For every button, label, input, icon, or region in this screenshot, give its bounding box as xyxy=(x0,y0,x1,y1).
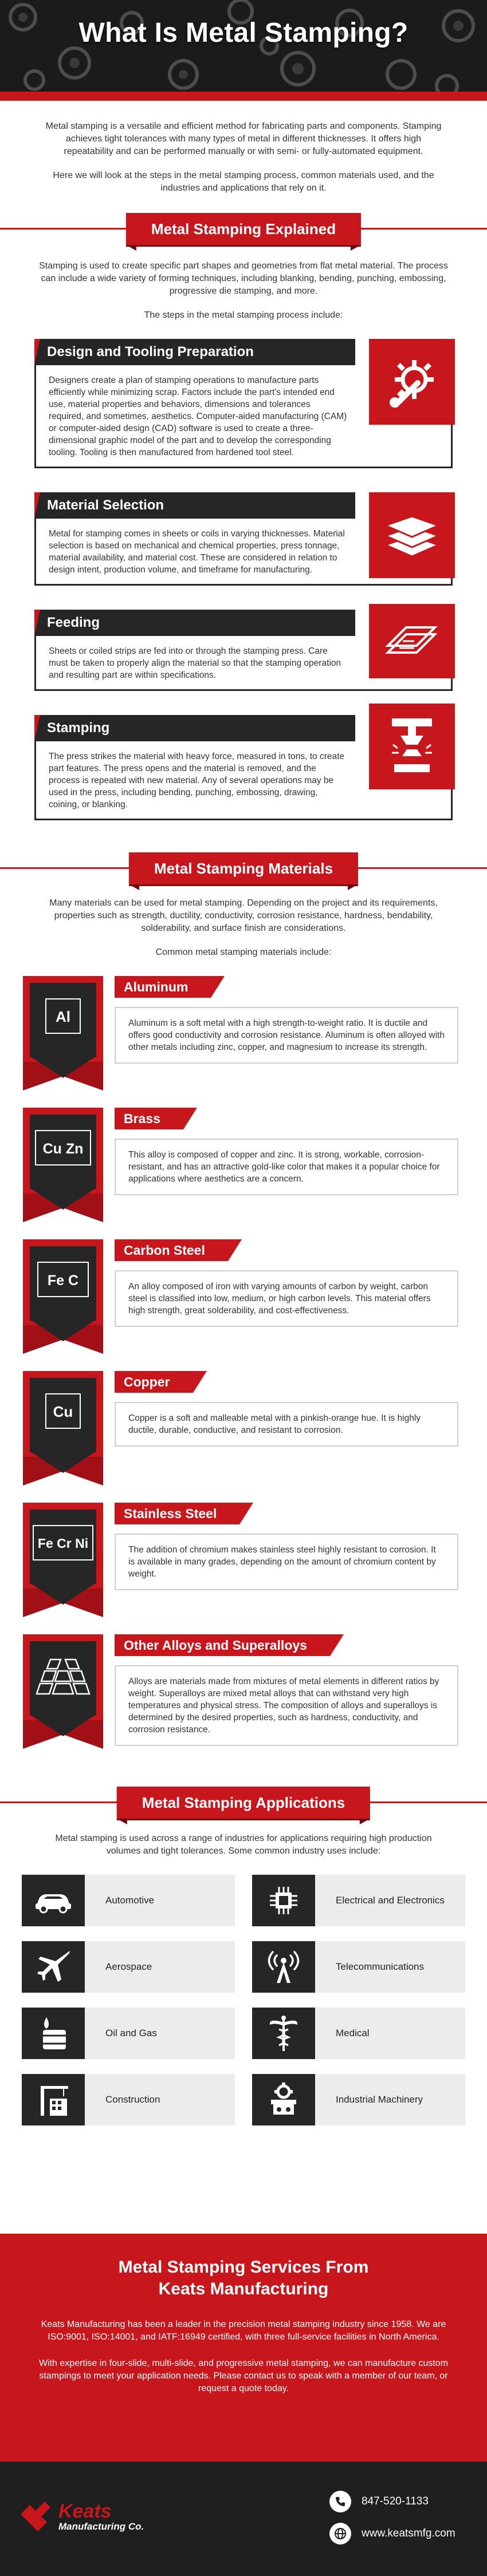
element-badge xyxy=(23,1503,103,1617)
step-title: Design and Tooling Preparation xyxy=(47,344,254,359)
material-text: Alloys are materials made from mixtures of metal elements in different ratios by weight. Superalloys are mixed metal alloys that can withstand very high temperatures and physical stress. The composition of alloys and superalloys is determined by the desired properties, such as hardness, conductivity, and corrosion resistance. xyxy=(115,1665,458,1746)
footer-paragraph: With expertise in four-slide, multi-slide, and progressive metal stamping, we can manufacture custom stampings to meet your application needs. Please contact us to speak with a member of our team, or request a quote today. xyxy=(38,2358,449,2393)
material-text: The addition of chromium makes stainless steel highly resistant to corrosion. It is available in many grades, depending on the amount of chromium content by weight. xyxy=(115,1534,458,1590)
element-symbol: Cu Zn xyxy=(42,1141,84,1157)
antenna-icon xyxy=(252,1941,315,1993)
material-text: This alloy is composed of copper and zinc. It is strong, workable, corrosion-resistant, and has an attractive gold-like color that makes it a popular choice for applications where aesthetics are a concern. xyxy=(115,1139,458,1195)
materials-text: Many materials can be used for metal stamping. Depending on the project and its requirements, properties such as strength, ductility, conductivity, corrosion resistance, hardness, bendability, solderability, and surface finish are considerations. xyxy=(49,898,438,933)
element-badge xyxy=(23,1634,103,1749)
application-item xyxy=(22,2008,235,2059)
element-symbol: Al xyxy=(56,1008,70,1025)
application-label: Electrical and Electronics xyxy=(336,1895,445,1906)
contact-website[interactable] xyxy=(329,2518,455,2550)
material-brass xyxy=(23,1108,458,1239)
application-label: Construction xyxy=(105,2094,160,2105)
press-icon xyxy=(369,704,455,789)
application-label: Oil and Gas xyxy=(105,2028,157,2038)
phone-icon xyxy=(329,2491,351,2512)
element-symbol: Fe Cr Ni xyxy=(37,1536,89,1551)
caduceus-icon xyxy=(252,2008,315,2059)
car-icon xyxy=(22,1875,85,1926)
material-title: Brass xyxy=(115,1108,183,1129)
element-badge xyxy=(23,1371,103,1485)
intro xyxy=(0,101,487,195)
application-label: Medical xyxy=(336,2028,370,2038)
step-title: Feeding xyxy=(47,615,100,630)
material-carbon-steel xyxy=(23,1239,458,1371)
application-item xyxy=(252,1875,465,1926)
section-banner-materials xyxy=(0,846,487,891)
header-accent-bar xyxy=(0,92,487,101)
section-title: Metal Stamping Explained xyxy=(126,213,361,245)
explained-text: Stamping is used to create specific part shapes and geometries from flat metal material. The process can include a wide variety of forming techniques, including blanking, bending, punching, embossing, progressive die stamping, and more. xyxy=(39,261,448,296)
section-banner-explained xyxy=(0,206,487,252)
material-title: Stainless Steel xyxy=(115,1503,239,1524)
contact-list xyxy=(329,2486,455,2550)
logo-name: Keats xyxy=(58,2500,112,2522)
footer-contact-bar xyxy=(0,2462,487,2576)
layers-icon xyxy=(369,492,455,578)
footer-paragraph: Keats Manufacturing has been a leader in the precision metal stamping industry since 1958. We are ISO:9001, ISO:14001, and IATF:16949 certified, with three full-service facilities in North America. xyxy=(41,2320,446,2342)
steps-intro: The steps in the metal stamping process include: xyxy=(144,310,343,320)
application-item xyxy=(252,2008,465,2059)
section-banner-applications xyxy=(0,1780,487,1826)
website-link[interactable]: www.keatsmfg.com xyxy=(362,2527,455,2539)
chip-icon xyxy=(252,1875,315,1926)
contact-phone[interactable] xyxy=(329,2486,455,2518)
keats-logo-mark xyxy=(18,2502,53,2532)
crane-icon xyxy=(22,2074,85,2125)
material-stainless-steel xyxy=(23,1503,458,1634)
gear-wrench-icon xyxy=(369,339,455,425)
application-item xyxy=(22,1941,235,1993)
logo-subtitle: Manufacturing Co. xyxy=(58,2521,144,2532)
element-badge xyxy=(23,1239,103,1354)
intro-paragraph: Metal stamping is a versatile and efficient method for fabricating parts and components. Stamping achieves tight tolerances with many types of metal in different thicknesses. It offers high repeatability and can be performed manually or with semi- or fully-automated equipment. xyxy=(45,121,442,156)
material-text: Copper is a soft and malleable metal with a pinkish-orange hue. It is highly ductile, durable, conductive, and resistant to corrosion. xyxy=(115,1402,458,1447)
globe-icon xyxy=(329,2523,351,2545)
element-badge xyxy=(23,976,103,1091)
step-text: Sheets or coiled strips are fed into or through the stamping press. Care must be taken to properly align the material so that the stamping operation and resulting part are within specifications. xyxy=(34,636,453,691)
step-design-tooling xyxy=(34,339,453,468)
hero-header xyxy=(0,0,487,92)
application-item xyxy=(22,1875,235,1926)
element-symbol: Fe C xyxy=(47,1273,79,1289)
material-title: Other Alloys and Superalloys xyxy=(115,1634,330,1656)
application-item xyxy=(252,1941,465,1993)
sheet-feed-icon xyxy=(369,604,455,678)
applications-grid xyxy=(0,1875,487,2125)
step-material-selection xyxy=(34,492,453,586)
phone-number[interactable]: 847-520-1133 xyxy=(362,2495,429,2507)
step-feeding xyxy=(34,610,453,691)
step-title: Stamping xyxy=(47,720,110,736)
intro-paragraph: Here we will look at the steps in the metal stamping process, common materials used, and the industries and applications that rely on it. xyxy=(53,171,434,193)
application-label: Industrial Machinery xyxy=(336,2094,423,2105)
section-title: Metal Stamping Applications xyxy=(117,1787,370,1819)
machinery-icon xyxy=(252,2074,315,2125)
material-title: Copper xyxy=(115,1371,193,1393)
applications-text: Metal stamping is used across a range of industries for applications requiring high production volumes and tight tolerances. Some common industry uses include: xyxy=(55,1834,432,1856)
keats-logo xyxy=(18,2502,144,2532)
oil-barrel-icon xyxy=(22,2008,85,2059)
material-aluminum xyxy=(23,976,458,1108)
materials-list-intro: Common metal stamping materials include: xyxy=(155,947,332,957)
step-title: Material Selection xyxy=(47,497,164,513)
step-text: Metal for stamping comes in sheets or coils in varying thicknesses. Material selection is based on mechanical and chemical properties, press tonnage, material availability, and material cost. These are considered in relation to design intent, production volume, and timeframe for manufacturing. xyxy=(34,519,453,586)
step-text: The press strikes the material with heavy force, measured in tons, to create part features. The press opens and the material is removed, and the process is repeated with new material. Any of several operations may be used in the press, including bending, punching, embossing, drawing, coining, or blanking. xyxy=(34,741,453,820)
application-item xyxy=(252,2074,465,2125)
element-symbol: Cu xyxy=(53,1403,73,1420)
material-title: Aluminum xyxy=(115,976,211,998)
material-text: An alloy composed of iron with varying amounts of carbon by weight, carbon steel is classified into low, medium, or high carbon levels. This material offers high strength, great solderability, and cost-effectiveness. xyxy=(115,1270,458,1327)
step-text: Designers create a plan of stamping operations to manufacture parts efficiently while minimizing scrap. Factors include the part's intended end use, material properties and behaviors, dimensions and tolerances required, and sometimes, aesthetics. Computer-aided manufacturing (CAM) or computer-aided design (CAD) software is used to create a three-dimensional graphic model of the part and to develop the corresponding tooling. Tooling is then manufactured from hardened tool steel. xyxy=(34,365,453,468)
page-title: What Is Metal Stamping? xyxy=(78,18,409,48)
airplane-icon xyxy=(22,1941,85,1993)
material-copper xyxy=(23,1371,458,1503)
step-stamping xyxy=(34,715,453,820)
footer-title: Metal Stamping Services From Keats Manufacturing xyxy=(118,2258,369,2298)
application-label: Automotive xyxy=(105,1895,155,1906)
material-other-alloys xyxy=(23,1634,458,1777)
application-label: Telecommunications xyxy=(336,1961,425,1972)
element-badge xyxy=(23,1108,103,1222)
material-text: Aluminum is a soft metal with a high strength-to-weight ratio. It is ductile and offers good conductivity and corrosion resistance. Aluminum is often alloyed with other metals including zinc, copper, and magnesium to increase its strength. xyxy=(115,1007,458,1064)
material-title: Carbon Steel xyxy=(115,1239,228,1261)
section-title: Metal Stamping Materials xyxy=(129,852,358,884)
footer xyxy=(0,2234,487,2576)
application-item xyxy=(22,2074,235,2125)
application-label: Aerospace xyxy=(105,1961,152,1972)
